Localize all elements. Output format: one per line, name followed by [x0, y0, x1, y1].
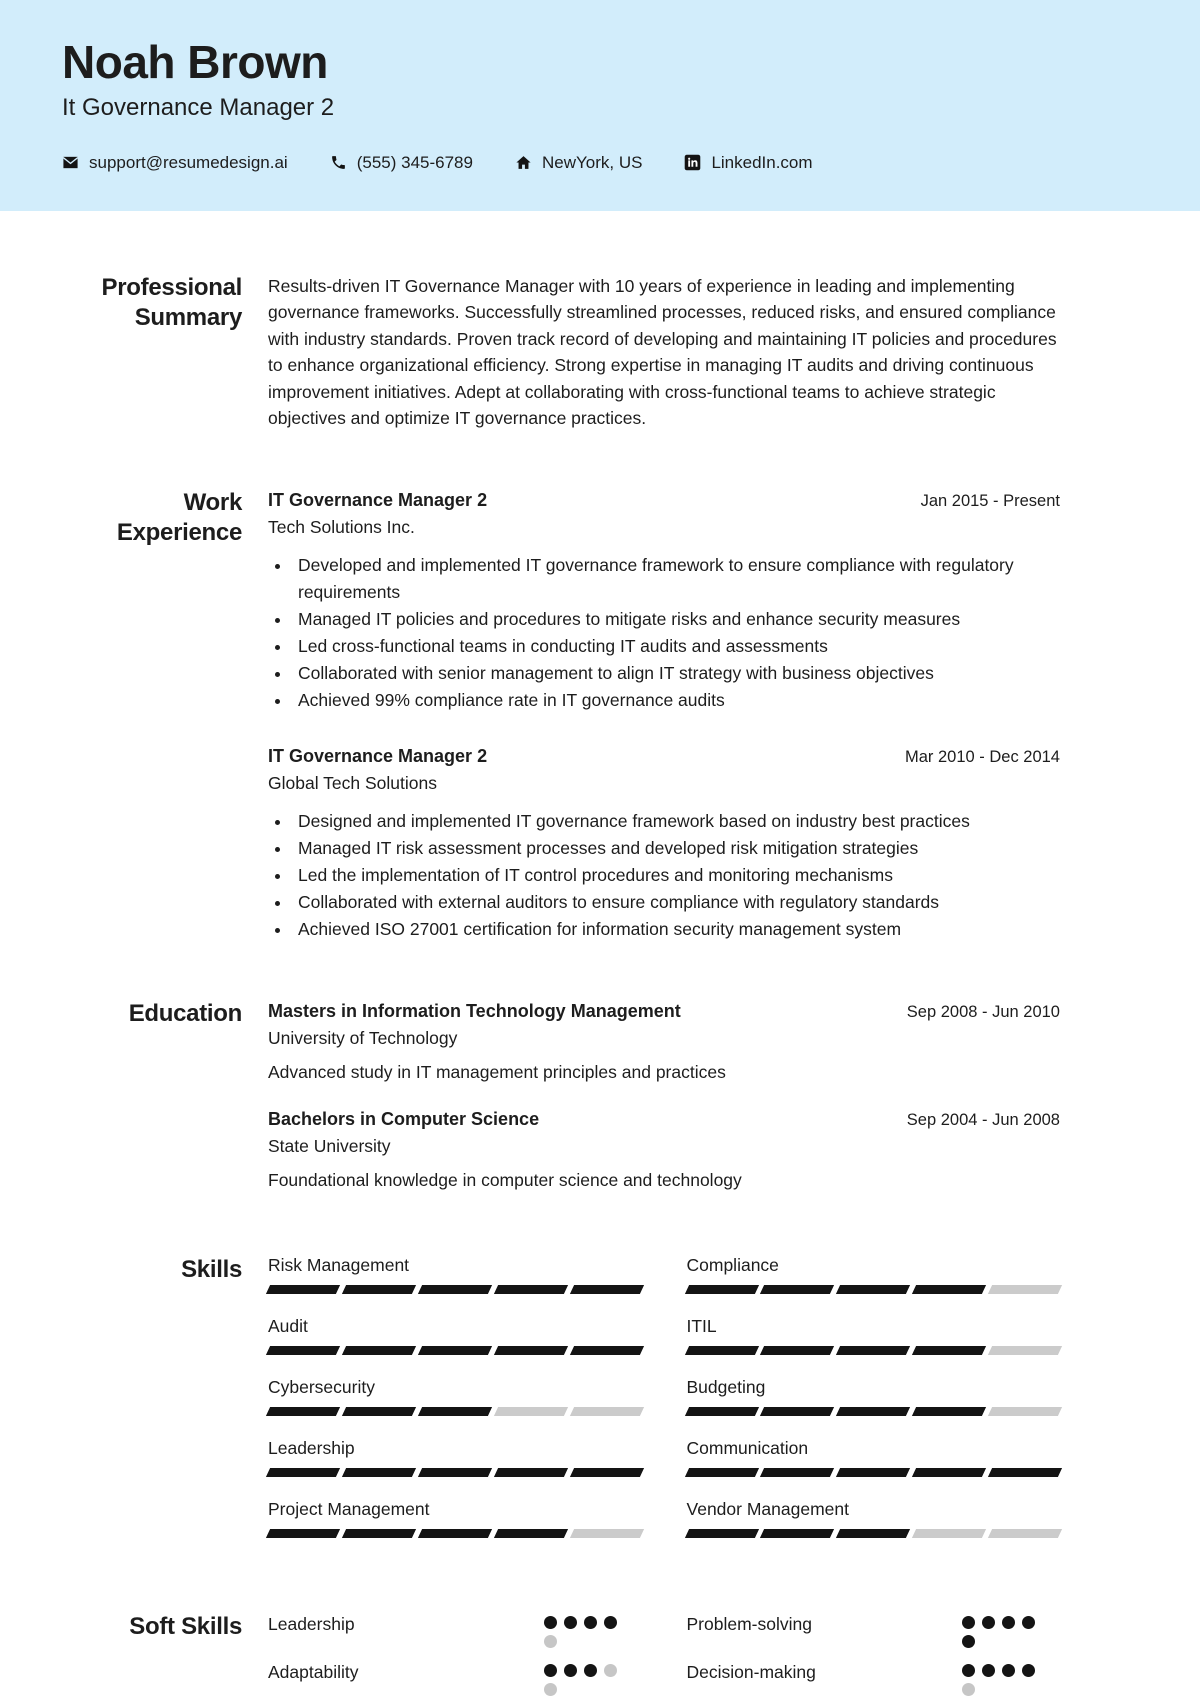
bar-segment-filled: [342, 1346, 416, 1355]
bar-segment-filled: [836, 1346, 910, 1355]
degree-title: Bachelors in Computer Science: [268, 1108, 540, 1129]
skill-level-bar: [687, 1407, 1061, 1416]
bar-segment-filled: [266, 1285, 340, 1294]
degree-header: [268, 1107, 1060, 1131]
bar-segment-filled: [342, 1407, 416, 1416]
rating-dot-filled: [962, 1635, 975, 1648]
degree-description: Advanced study in IT management principles and practices: [268, 1061, 726, 1082]
bar-segment-filled: [494, 1346, 568, 1355]
rating-dot-filled: [1002, 1616, 1015, 1629]
rating-dot-filled: [544, 1664, 557, 1677]
bar-segment-filled: [570, 1285, 644, 1294]
job-bullet: • Collaborated with external auditors to ensure compliance with regulatory standards: [292, 889, 1060, 916]
job-bullet: • Led the implementation of IT control procedures and monitoring mechanisms: [292, 862, 1060, 889]
rating-dot-empty: [962, 1683, 975, 1696]
skill-level-bar: [268, 1346, 642, 1355]
skills-column-right: [687, 1255, 1061, 1560]
bar-segment-filled: [836, 1285, 910, 1294]
bar-segment-filled: [418, 1346, 492, 1355]
contact-location-text: NewYork, US: [541, 152, 643, 172]
bar-segment-filled: [342, 1285, 416, 1294]
bar-segment-filled: [684, 1407, 758, 1416]
bar-segment-filled: [570, 1468, 644, 1477]
soft-skill-name: Decision-making: [686, 1661, 816, 1682]
skill-item: [268, 1499, 642, 1538]
skills-heading: Skills: [181, 1255, 242, 1283]
skill-name: ITIL: [686, 1315, 717, 1336]
skill-level-bar: [268, 1285, 642, 1294]
bar-segment-filled: [684, 1285, 758, 1294]
rating-dot-filled: [962, 1664, 975, 1677]
soft-skills-content: [268, 1612, 1060, 1708]
skill-name: Budgeting: [686, 1376, 766, 1397]
job-entry: [268, 744, 1060, 943]
work-content: [268, 488, 1060, 943]
bar-segment-empty: [988, 1346, 1062, 1355]
job-bullet: • Collaborated with senior management to align IT strategy with business objectives: [292, 660, 1060, 687]
job-bullet: • Managed IT risk assessment processes and developed risk mitigation strategies: [292, 835, 1060, 862]
education-heading: Education: [128, 999, 242, 1027]
rating-dot-filled: [564, 1664, 577, 1677]
home-icon: [515, 154, 532, 171]
bar-segment-filled: [836, 1529, 910, 1538]
job-header: [268, 488, 1060, 512]
degree-school: University of Technology: [268, 1027, 458, 1048]
bar-segment-filled: [494, 1468, 568, 1477]
summary-text: Results-driven IT Governance Manager with 10 years of experience in leading and implementing governance frameworks. Successfully streamlined processes, reduced risks, and ensured compliance with industry standards. Proven track record of developing and maintaining IT policies and procedures to enhance organizational efficiency. Strong expertise in managing IT audits and driving continuous improvement initiatives. Adept at collaborating with cross-functional teams to achieve strategic objectives and optimize IT governance practices.: [268, 275, 1057, 429]
rating-dot-filled: [1022, 1664, 1035, 1677]
soft-skill-item: [687, 1660, 1061, 1696]
bar-segment-filled: [418, 1407, 492, 1416]
bar-segment-filled: [266, 1529, 340, 1538]
skill-item: [268, 1377, 642, 1416]
bar-segment-filled: [988, 1468, 1062, 1477]
soft-skill-rating-dots: [544, 1616, 628, 1648]
bar-segment-filled: [494, 1285, 568, 1294]
education-content: [268, 999, 1060, 1191]
contact-location[interactable]: [515, 153, 642, 173]
contact-linkedin[interactable]: [684, 153, 812, 173]
phone-icon: [330, 154, 347, 171]
contact-phone[interactable]: [330, 153, 473, 173]
soft-skill-rating-dots: [962, 1664, 1046, 1696]
bar-segment-filled: [836, 1468, 910, 1477]
linkedin-icon: [684, 154, 701, 171]
bar-segment-filled: [760, 1407, 834, 1416]
bar-segment-filled: [836, 1407, 910, 1416]
section-soft-skills: [65, 1612, 1060, 1708]
bar-segment-filled: [418, 1529, 492, 1538]
job-bullet: • Achieved 99% compliance rate in IT governance audits: [292, 687, 1060, 714]
job-bullet: • Achieved ISO 27001 certification for information security management system: [292, 916, 1060, 943]
soft-skills-column-right: [687, 1612, 1061, 1708]
soft-skill-item: [687, 1612, 1061, 1648]
job-bullet: • Developed and implemented IT governance framework to ensure compliance with regulatory requirements: [292, 552, 1060, 606]
degree-header: [268, 999, 1060, 1023]
soft-skill-name: Problem-solving: [686, 1613, 812, 1634]
bar-segment-filled: [760, 1529, 834, 1538]
soft-skill-rating-dots: [962, 1616, 1046, 1648]
skill-item: [687, 1377, 1061, 1416]
bar-segment-filled: [760, 1346, 834, 1355]
skill-name: Communication: [686, 1437, 809, 1458]
bar-segment-filled: [912, 1285, 986, 1294]
soft-skill-item: [268, 1612, 642, 1648]
bar-segment-filled: [342, 1468, 416, 1477]
bar-segment-empty: [570, 1529, 644, 1538]
job-title: IT Governance Manager 2: [268, 745, 488, 766]
skill-name: Compliance: [686, 1254, 779, 1275]
bar-segment-filled: [266, 1468, 340, 1477]
soft-skill-name: Adaptability: [268, 1661, 359, 1682]
soft-skill-name: Leadership: [268, 1613, 355, 1634]
skills-column-left: [268, 1255, 642, 1560]
bar-segment-filled: [760, 1285, 834, 1294]
rating-dot-filled: [544, 1616, 557, 1629]
resume-body: [65, 273, 1060, 1708]
skill-level-bar: [687, 1346, 1061, 1355]
soft-skills-heading: Soft Skills: [129, 1612, 242, 1640]
bar-segment-filled: [418, 1468, 492, 1477]
contact-linkedin-text: LinkedIn.com: [711, 152, 813, 172]
skill-level-bar: [268, 1529, 642, 1538]
job-title: IT Governance Manager 2: [268, 489, 488, 510]
degree-school: State University: [268, 1135, 391, 1156]
rating-dot-filled: [584, 1616, 597, 1629]
work-heading: Work Experience: [116, 488, 242, 546]
skill-item: [268, 1438, 642, 1477]
bar-segment-filled: [342, 1529, 416, 1538]
job-bullet: • Managed IT policies and procedures to mitigate risks and enhance security measures: [292, 606, 1060, 633]
soft-skill-rating-dots: [544, 1664, 628, 1696]
bar-segment-filled: [684, 1468, 758, 1477]
rating-dot-filled: [1022, 1616, 1035, 1629]
bar-segment-filled: [684, 1346, 758, 1355]
bar-segment-empty: [494, 1407, 568, 1416]
skill-item: [687, 1316, 1061, 1355]
skill-level-bar: [687, 1285, 1061, 1294]
degree-description: Foundational knowledge in computer science and technology: [268, 1169, 742, 1190]
degree-dates: Sep 2004 - Jun 2008: [906, 1110, 1060, 1129]
email-icon: [62, 154, 79, 171]
bar-segment-filled: [760, 1468, 834, 1477]
rating-dot-filled: [604, 1616, 617, 1629]
section-summary: [65, 273, 1060, 432]
resume-header: [0, 0, 1200, 211]
skill-item: [687, 1499, 1061, 1538]
skill-level-bar: [268, 1407, 642, 1416]
bar-segment-filled: [266, 1346, 340, 1355]
skill-name: Leadership: [268, 1437, 355, 1458]
bar-segment-filled: [912, 1407, 986, 1416]
job-company: Tech Solutions Inc.: [268, 516, 415, 537]
bar-segment-filled: [570, 1346, 644, 1355]
candidate-name: Noah Brown: [62, 36, 328, 88]
section-work-experience: [65, 488, 1060, 943]
contact-email-text: support@resumedesign.ai: [89, 152, 288, 172]
skill-level-bar: [268, 1468, 642, 1477]
bar-segment-filled: [912, 1468, 986, 1477]
degree-entry: [268, 1107, 1060, 1191]
skill-name: Cybersecurity: [268, 1376, 375, 1397]
skill-item: [687, 1255, 1061, 1294]
bar-segment-filled: [684, 1529, 758, 1538]
section-skills: [65, 1255, 1060, 1560]
bar-segment-filled: [912, 1346, 986, 1355]
skills-content: [268, 1255, 1060, 1560]
job-bullet: • Designed and implemented IT governance framework based on industry best practices: [292, 808, 1060, 835]
degree-dates: Sep 2008 - Jun 2010: [906, 1002, 1060, 1021]
skill-name: Vendor Management: [686, 1498, 849, 1519]
bar-segment-empty: [912, 1529, 986, 1538]
job-company: Global Tech Solutions: [268, 772, 437, 793]
bar-segment-empty: [988, 1285, 1062, 1294]
skill-name: Risk Management: [268, 1254, 410, 1275]
contact-row: [62, 153, 1140, 173]
skill-level-bar: [687, 1468, 1061, 1477]
rating-dot-filled: [1002, 1664, 1015, 1677]
bar-segment-filled: [494, 1529, 568, 1538]
degree-title: Masters in Information Technology Management: [268, 1000, 681, 1021]
soft-skills-column-left: [268, 1612, 642, 1708]
section-education: [65, 999, 1060, 1191]
skill-level-bar: [687, 1529, 1061, 1538]
job-dates: Jan 2015 - Present: [920, 491, 1060, 510]
job-entry: [268, 488, 1060, 714]
job-bullet: • Led cross-functional teams in conducting IT audits and assessments: [292, 633, 1060, 660]
bar-segment-empty: [570, 1407, 644, 1416]
job-bullet-list: [268, 552, 1060, 714]
bar-segment-filled: [418, 1285, 492, 1294]
rating-dot-filled: [564, 1616, 577, 1629]
rating-dot-filled: [962, 1616, 975, 1629]
skill-item: [268, 1255, 642, 1294]
contact-email[interactable]: [62, 153, 288, 173]
rating-dot-filled: [982, 1664, 995, 1677]
rating-dot-empty: [604, 1664, 617, 1677]
bar-segment-filled: [266, 1407, 340, 1416]
summary-heading: Professional Summary: [101, 273, 242, 331]
job-dates: Mar 2010 - Dec 2014: [904, 747, 1060, 766]
skill-item: [268, 1316, 642, 1355]
degree-entry: [268, 999, 1060, 1083]
skill-name: Audit: [268, 1315, 308, 1336]
bar-segment-empty: [988, 1529, 1062, 1538]
summary-content: [268, 273, 1060, 432]
skill-name: Project Management: [268, 1498, 430, 1519]
job-bullet-list: [268, 808, 1060, 943]
rating-dot-filled: [982, 1616, 995, 1629]
rating-dot-empty: [544, 1635, 557, 1648]
rating-dot-empty: [544, 1683, 557, 1696]
skill-item: [687, 1438, 1061, 1477]
rating-dot-filled: [584, 1664, 597, 1677]
soft-skill-item: [268, 1660, 642, 1696]
contact-phone-text: (555) 345-6789: [356, 152, 473, 172]
job-header: [268, 744, 1060, 768]
candidate-title: It Governance Manager 2: [62, 93, 335, 121]
bar-segment-empty: [988, 1407, 1062, 1416]
